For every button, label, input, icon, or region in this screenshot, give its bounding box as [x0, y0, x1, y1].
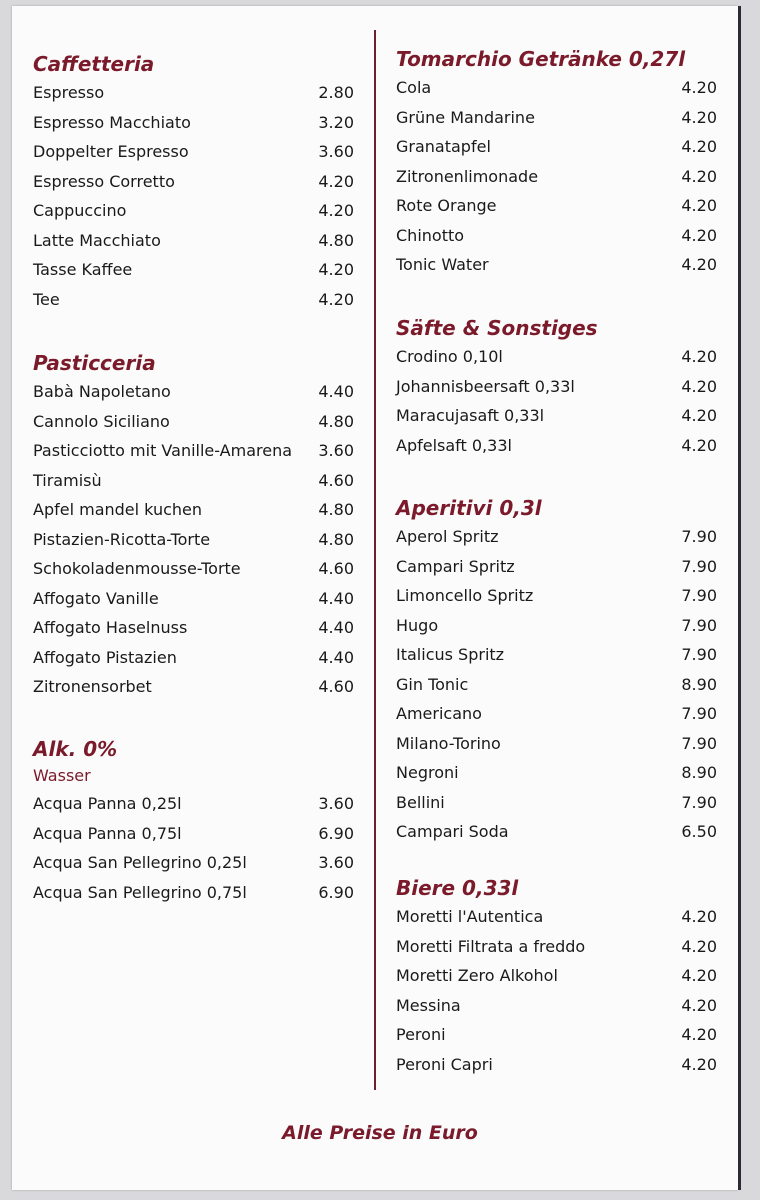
menu-item	[33, 554, 358, 584]
menu-item	[33, 848, 358, 878]
item-name: Moretti l'Autentica	[396, 907, 544, 927]
item-price: 6.50	[681, 822, 717, 842]
item-name: Doppelter Espresso	[33, 142, 189, 162]
menu-item	[33, 255, 358, 285]
menu-item	[396, 250, 721, 280]
menu-item	[396, 1050, 721, 1080]
menu-item	[396, 902, 721, 932]
item-price: 4.20	[318, 260, 354, 280]
menu-item	[33, 613, 358, 643]
item-price: 3.60	[318, 794, 354, 814]
item-name: Apfelsaft 0,33l	[396, 435, 512, 455]
item-name: Tee	[33, 289, 60, 309]
item-price: 6.90	[318, 882, 354, 902]
menu-item	[33, 226, 358, 256]
item-price: 4.20	[681, 225, 717, 245]
menu-item	[33, 819, 358, 849]
item-name: Cannolo Siciliano	[33, 411, 170, 431]
menu-item	[33, 584, 358, 614]
section-title: Aperitivi 0,3l	[396, 496, 542, 520]
section-aperitivi-0-3l	[396, 494, 721, 847]
item-price: 7.90	[681, 645, 717, 665]
item-name: Crodino 0,10l	[396, 347, 503, 367]
item-name: Cappuccino	[33, 201, 127, 221]
section-title: Caffetteria	[33, 52, 155, 76]
menu-item	[33, 167, 358, 197]
item-name: Apfel mandel kuchen	[33, 500, 203, 520]
item-price: 4.20	[681, 966, 717, 986]
menu-item	[396, 581, 721, 611]
menu-item	[33, 466, 358, 496]
item-price: 7.90	[681, 556, 717, 576]
section-tomarchio-getranke-0-27l	[396, 45, 721, 280]
item-name: Peroni	[396, 1025, 446, 1045]
item-name: Affogato Haselnuss	[33, 618, 188, 638]
item-name: Espresso Macchiato	[33, 112, 191, 132]
item-price: 4.80	[318, 529, 354, 549]
menu-item	[33, 789, 358, 819]
menu-item	[396, 758, 721, 788]
item-price: 4.20	[318, 171, 354, 191]
item-price: 4.40	[318, 618, 354, 638]
column-divider	[374, 30, 376, 1090]
item-price: 4.20	[681, 1054, 717, 1074]
menu-item	[396, 522, 721, 552]
item-price: 4.20	[318, 289, 354, 309]
menu-item	[396, 221, 721, 251]
item-name: Babà Napoletano	[33, 382, 171, 402]
item-name: Espresso	[33, 83, 105, 103]
item-name: Americano	[396, 704, 482, 724]
item-price: 4.40	[318, 647, 354, 667]
item-price: 8.90	[681, 763, 717, 783]
item-name: Moretti Filtrata a freddo	[396, 936, 586, 956]
section-title: Pasticceria	[33, 351, 156, 375]
item-name: Campari Spritz	[396, 556, 515, 576]
menu-item	[396, 611, 721, 641]
item-price: 7.90	[681, 792, 717, 812]
item-name: Acqua Panna 0,75l	[33, 823, 182, 843]
item-price: 7.90	[681, 733, 717, 753]
item-name: Milano-Torino	[396, 733, 501, 753]
item-price: 4.20	[681, 406, 717, 426]
item-name: Granatapfel	[396, 137, 491, 157]
item-name: Pasticciotto mit Vanille-Amarena	[33, 441, 293, 461]
item-name: Pistazien-Ricotta-Torte	[33, 529, 211, 549]
menu-item	[33, 78, 358, 108]
section-biere-0-33l	[396, 874, 721, 1079]
item-price: 4.60	[318, 677, 354, 697]
menu-item	[33, 672, 358, 702]
item-price: 4.80	[318, 500, 354, 520]
item-name: Zitronenlimonade	[396, 166, 539, 186]
item-name: Latte Macchiato	[33, 230, 161, 250]
item-price: 4.40	[318, 588, 354, 608]
item-price: 4.80	[318, 230, 354, 250]
menu-item	[396, 961, 721, 991]
item-name: Acqua San Pellegrino 0,25l	[33, 853, 247, 873]
item-price: 4.20	[681, 196, 717, 216]
item-name: Hugo	[396, 615, 439, 635]
frame-edge	[738, 6, 741, 1190]
item-name: Limoncello Spritz	[396, 586, 534, 606]
menu-item	[33, 108, 358, 138]
menu-item	[396, 817, 721, 847]
item-price: 7.90	[681, 704, 717, 724]
menu-item	[396, 162, 721, 192]
section-alk-0	[33, 735, 358, 907]
item-price: 4.20	[681, 107, 717, 127]
menu-item	[396, 73, 721, 103]
section-subheading: Wasser	[33, 766, 91, 785]
item-name: Acqua San Pellegrino 0,75l	[33, 882, 247, 902]
menu-item	[33, 377, 358, 407]
menu-item	[33, 525, 358, 555]
menu-item	[33, 878, 358, 908]
menu-item	[396, 401, 721, 431]
section-safte-sonstiges	[396, 314, 721, 460]
item-name: Italicus Spritz	[396, 645, 505, 665]
item-name: Maracujasaft 0,33l	[396, 406, 545, 426]
menu-item	[33, 643, 358, 673]
item-price: 4.20	[681, 78, 717, 98]
item-name: Tasse Kaffee	[33, 260, 133, 280]
menu-item	[33, 285, 358, 315]
item-price: 3.60	[318, 853, 354, 873]
item-name: Acqua Panna 0,25l	[33, 794, 182, 814]
item-price: 4.40	[318, 382, 354, 402]
item-price: 4.60	[318, 470, 354, 490]
item-name: Johannisbeersaft 0,33l	[396, 376, 575, 396]
menu-item	[33, 407, 358, 437]
section-caffetteria	[33, 50, 358, 314]
item-price: 2.80	[318, 83, 354, 103]
menu-item	[396, 103, 721, 133]
section-title: Alk. 0%	[33, 737, 118, 761]
item-price: 4.80	[318, 411, 354, 431]
item-name: Campari Soda	[396, 822, 509, 842]
item-name: Cola	[396, 78, 432, 98]
item-price: 4.20	[681, 255, 717, 275]
item-price: 4.20	[681, 907, 717, 927]
item-name: Negroni	[396, 763, 459, 783]
item-name: Grüne Mandarine	[396, 107, 535, 127]
menu-item	[396, 729, 721, 759]
item-name: Gin Tonic	[396, 674, 469, 694]
menu-item	[396, 372, 721, 402]
menu-item	[396, 132, 721, 162]
item-name: Espresso Corretto	[33, 171, 175, 191]
item-price: 7.90	[681, 527, 717, 547]
item-price: 4.20	[681, 995, 717, 1015]
item-name: Zitronensorbet	[33, 677, 152, 697]
menu-item	[396, 191, 721, 221]
item-name: Moretti Zero Alkohol	[396, 966, 558, 986]
item-name: Tonic Water	[396, 255, 489, 275]
menu-item	[33, 196, 358, 226]
item-name: Schokoladenmousse-Torte	[33, 559, 241, 579]
item-price: 4.20	[681, 936, 717, 956]
menu-item	[396, 932, 721, 962]
item-price: 4.20	[318, 201, 354, 221]
item-name: Chinotto	[396, 225, 465, 245]
item-name: Tiramisù	[33, 470, 102, 490]
item-name: Affogato Vanille	[33, 588, 159, 608]
item-price: 4.60	[318, 559, 354, 579]
item-price: 3.60	[318, 142, 354, 162]
section-title: Säfte & Sonstiges	[396, 316, 598, 340]
item-price: 4.20	[681, 347, 717, 367]
item-price: 7.90	[681, 586, 717, 606]
menu-item	[396, 342, 721, 372]
item-price: 4.20	[681, 435, 717, 455]
item-price: 4.20	[681, 137, 717, 157]
item-price: 4.20	[681, 1025, 717, 1045]
item-price: 4.20	[681, 166, 717, 186]
menu-item	[396, 640, 721, 670]
item-price: 4.20	[681, 376, 717, 396]
section-title: Tomarchio Getränke 0,27l	[396, 47, 686, 71]
section-title: Biere 0,33l	[396, 876, 519, 900]
item-name: Bellini	[396, 792, 445, 812]
menu-item	[396, 431, 721, 461]
menu-item	[33, 436, 358, 466]
item-price: 8.90	[681, 674, 717, 694]
menu-item	[396, 670, 721, 700]
menu-item	[396, 552, 721, 582]
menu-item	[396, 1020, 721, 1050]
menu-item	[396, 788, 721, 818]
item-name: Peroni Capri	[396, 1054, 493, 1074]
menu-item	[33, 137, 358, 167]
item-name: Rote Orange	[396, 196, 497, 216]
item-price: 7.90	[681, 615, 717, 635]
menu-item	[396, 699, 721, 729]
item-price: 3.60	[318, 441, 354, 461]
item-name: Aperol Spritz	[396, 527, 499, 547]
item-price: 3.20	[318, 112, 354, 132]
section-pasticceria	[33, 349, 358, 702]
item-name: Messina	[396, 995, 461, 1015]
price-note: Alle Preise in Euro	[282, 1122, 478, 1144]
item-price: 6.90	[318, 823, 354, 843]
menu-item	[33, 495, 358, 525]
item-name: Affogato Pistazien	[33, 647, 177, 667]
menu-item	[396, 991, 721, 1021]
